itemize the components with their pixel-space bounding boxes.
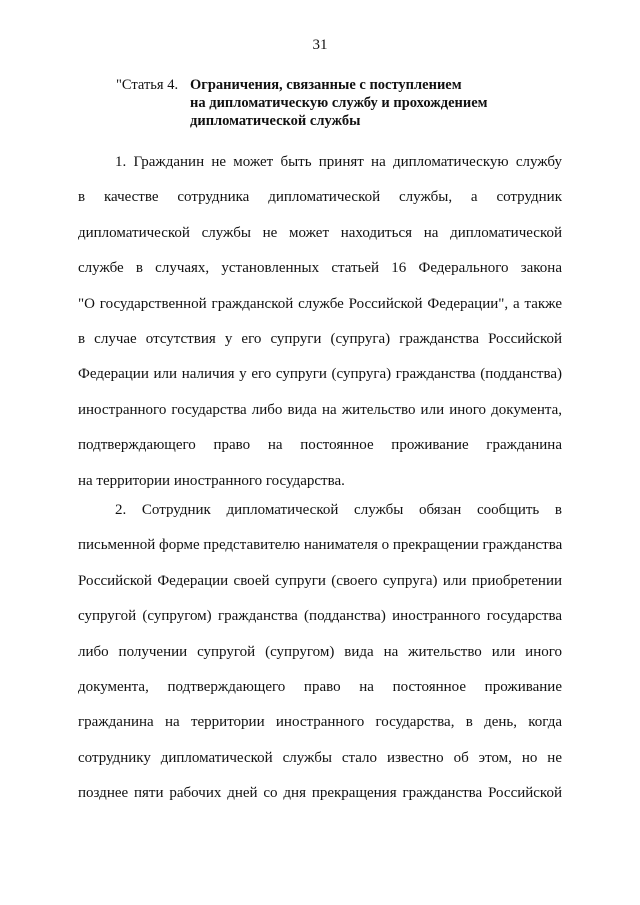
article-label: "Статья 4. bbox=[116, 77, 179, 93]
text-line: письменной форме представителю нанимателя о прекращении гражданства bbox=[78, 537, 563, 554]
text-line: дипломатической службы не может находиться на дипломатической bbox=[78, 224, 562, 241]
article-title-line: Ограничения, связанные с поступлением bbox=[190, 77, 462, 93]
text-line: либо получении супругой (супругом) вида на жительство или иного bbox=[78, 643, 562, 660]
text-line: в качестве сотрудника дипломатической службы, а сотрудник bbox=[78, 189, 562, 206]
article-title bbox=[190, 76, 488, 130]
article-title-line: на дипломатическую службу и прохождением bbox=[190, 95, 488, 111]
text-line: гражданина на территории иностранного государства, в день, когда bbox=[78, 714, 562, 731]
text-line: сотруднику дипломатической службы стало известно об этом, но не bbox=[78, 749, 562, 766]
paragraph-2 bbox=[78, 493, 562, 812]
text-line: в случае отсутствия у его супруги (супруга) гражданства Российской bbox=[78, 330, 562, 347]
text-line: документа, подтверждающего право на постоянное проживание bbox=[78, 678, 562, 695]
text-line: супругой (супругом) гражданства (подданства) иностранного государства bbox=[78, 608, 562, 625]
page-number: 31 bbox=[312, 37, 328, 53]
text-line: "О государственной гражданской службе Российской Федерации", а также bbox=[78, 295, 562, 312]
text-line: иностранного государства либо вида на жительство или иного документа, bbox=[78, 401, 562, 418]
text-line: позднее пяти рабочих дней со дня прекращения гражданства Российской bbox=[78, 785, 562, 802]
article-title-line: дипломатической службы bbox=[190, 113, 361, 129]
text-line: Российской Федерации своей супруги (своего супруга) или приобретении bbox=[78, 572, 562, 589]
paragraph-1 bbox=[78, 145, 562, 499]
text-line: на территории иностранного государства. bbox=[78, 472, 345, 489]
text-line: службе в случаях, установленных статьей 16 Федерального закона bbox=[78, 260, 562, 277]
text-line: подтверждающего право на постоянное проживание гражданина bbox=[78, 437, 562, 454]
text-line: 1. Гражданин не может быть принят на дипломатическую службу bbox=[115, 154, 562, 170]
text-line: 2. Сотрудник дипломатической службы обязан сообщить в bbox=[115, 502, 562, 518]
article-heading bbox=[116, 76, 556, 130]
text-line: Федерации или наличия у его супруги (супруга) гражданства (подданства) bbox=[78, 366, 562, 383]
